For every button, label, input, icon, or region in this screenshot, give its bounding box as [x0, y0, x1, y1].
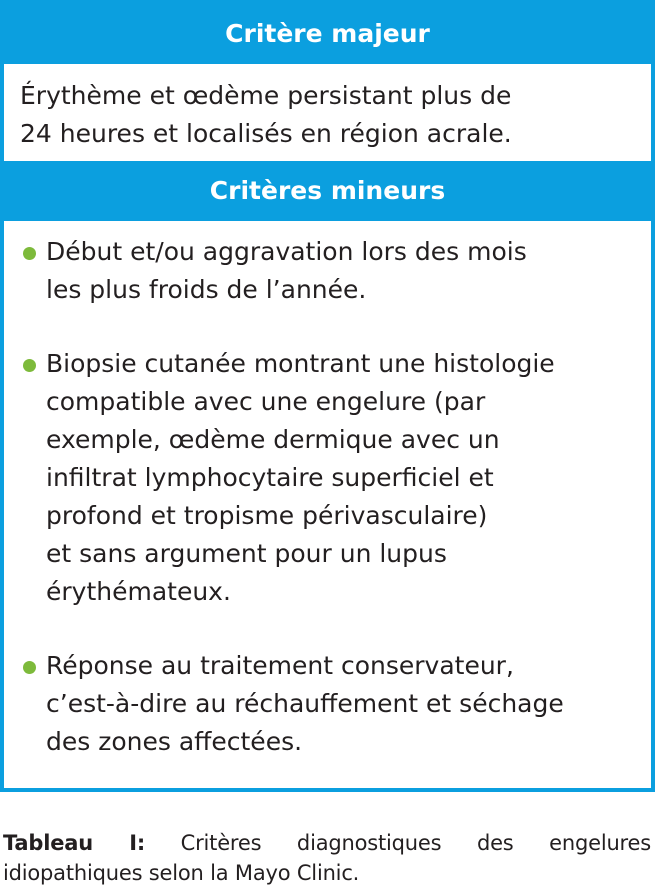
major-criterion-line: 24 heures et localisés en région acrale.	[20, 119, 512, 148]
list-item-line: Réponse au traitement conservateur,	[46, 651, 514, 680]
list-item-line: et sans argument pour un lupus	[46, 539, 447, 568]
minor-criteria-header: Critères mineurs	[4, 161, 651, 221]
minor-criteria-list	[18, 233, 643, 761]
list-item	[18, 233, 643, 309]
major-criterion-text	[20, 77, 640, 153]
bullet-dot-icon	[23, 247, 36, 260]
caption-label: Tableau I:	[3, 831, 146, 855]
list-item-line: c’est-à-dire au réchauffement et séchage	[46, 689, 564, 718]
bullet-dot-icon	[23, 359, 36, 372]
caption-text: Critères diagnostiques des engelures idiopathiques selon la Mayo Clinic.	[3, 831, 651, 885]
major-criterion-line: Érythème et œdème persistant plus de	[20, 81, 512, 110]
list-item-line: Biopsie cutanée montrant une histologie	[46, 349, 555, 378]
list-item	[18, 345, 643, 611]
list-item-line: profond et tropisme périvasculaire)	[46, 501, 488, 530]
list-item-line: exemple, œdème dermique avec un	[46, 425, 500, 454]
table-caption	[3, 828, 651, 888]
list-item-line: infiltrat lymphocytaire superficiel et	[46, 463, 494, 492]
major-criterion-header: Critère majeur	[4, 4, 651, 64]
list-item	[18, 647, 643, 761]
list-item-line: des zones affectées.	[46, 727, 303, 756]
bullet-dot-icon	[23, 661, 36, 674]
list-item-line: les plus froids de l’année.	[46, 275, 367, 304]
list-item-line: Début et/ou aggravation lors des mois	[46, 237, 527, 266]
list-item-line: érythémateux.	[46, 577, 231, 606]
list-item-line: compatible avec une engelure (par	[46, 387, 486, 416]
